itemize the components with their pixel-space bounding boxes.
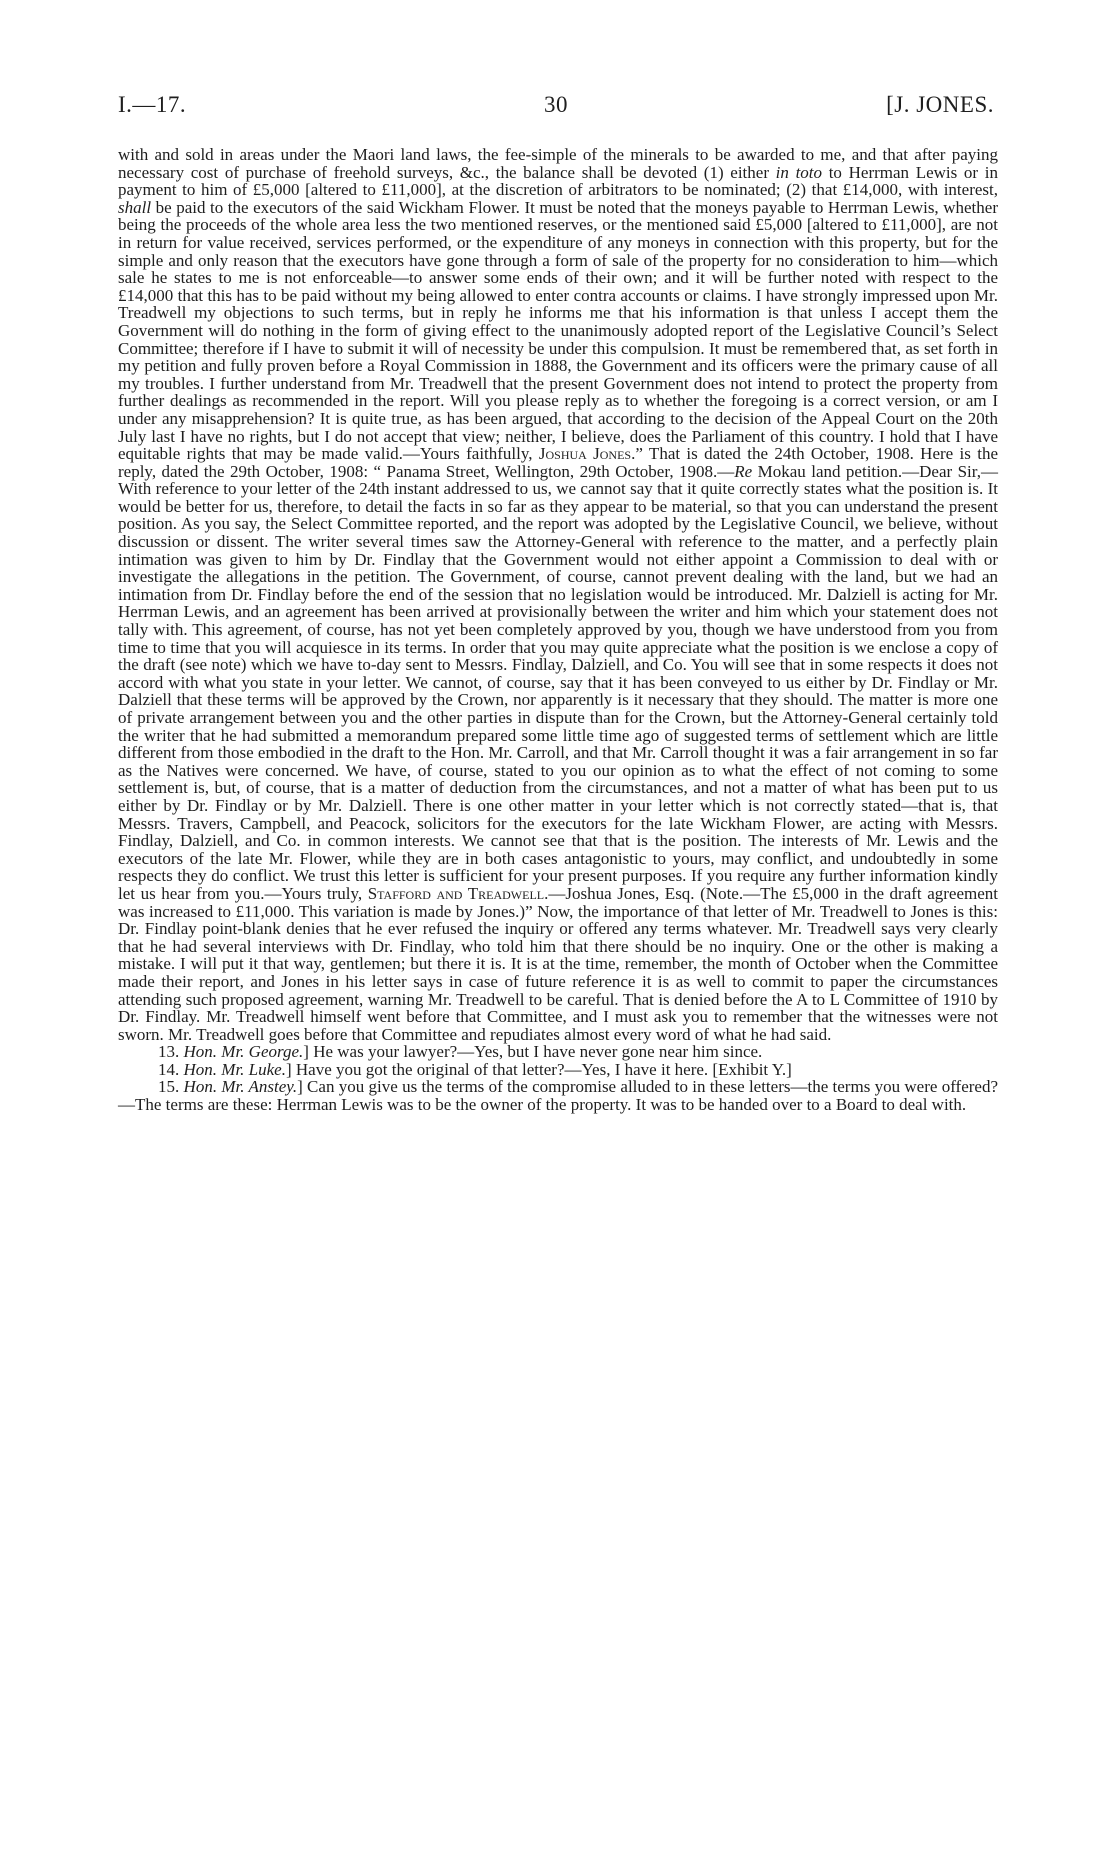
document-body <box>118 146 998 1114</box>
parliamentary-paper-number: I.—17. <box>118 92 187 117</box>
paragraph-main: with and sold in areas under the Maori land laws, the fee-simple of the minerals to be awarded to me, and that after paying necessary cost of purchase of freehold surveys, &c., the balance shall be devoted (1) either in toto to Herrman Lewis or in payment to him of £5,000 [altered to £11,000], at the discretion of arbitrators to be nominated; (2) that £14,000, with interest, shall be paid to the executors of the said Wickham Flower. It must be noted that the moneys payable to Herrman Lewis, whether being the proceeds of the whole area less the two mentioned reserves, or the mentioned said £5,000 [altered to £11,000], are not in return for value received, services performed, or the expenditure of any moneys in connection with this property, but for the simple and only reason that the executors have gone through a form of sale of the property for no consideration to him—which sale he states to me is not enforceable—to answer some ends of their own; and it will be further noted with respect to the £14,000 that this has to be paid without my being allowed to enter contra accounts or claims. I have strongly impressed upon Mr. Treadwell my objections to such terms, but in reply he informs me that his information is that unless I accept them the Government will do nothing in the form of giving effect to the unanimously adopted report of the Legislative Council’s Select Committee; therefore if I have to submit it will of necessity be under this compulsion. It must be remembered that, as set forth in my petition and fully proven before a Royal Commission in 1888, the Government and its officers were the primary cause of all my troubles. I further understand from Mr. Treadwell that the present Government does not intend to protect the property from further dealings as recommended in the report. Will you please reply as to whether the foregoing is a correct version, or am I under any misapprehension? It is quite true, as has been argued, that according to the decision of the Appeal Court on the 20th July last I have no rights, but I do not accept that view; neither, I believe, does the Parliament of this country. I hold that I have equitable rights that may be made valid.—Yours faithfully, Joshua Jones.” That is dated the 24th October, 1908. Here is the reply, dated the 29th October, 1908: “ Panama Street, Wellington, 29th October, 1908.—Re Mokau land petition.—Dear Sir,—With reference to your letter of the 24th instant addressed to us, we cannot say that it quite correctly states what the position is. It would be better for us, therefore, to detail the facts in so far as they appear to be material, so that you can understand the present position. As you say, the Select Committee reported, and the report was adopted by the Legislative Council, we believe, without discussion or dissent. The writer several times saw the Attorney-General with reference to the matter, and a perfectly plain intimation was given to him by Dr. Findlay that the Government would not either appoint a Commission to deal with or investigate the allegations in the petition. The Government, of course, cannot prevent dealing with the land, but we had an intimation from Dr. Findlay before the end of the session that no legislation would be introduced. Mr. Dalziell is acting for Mr. Herrman Lewis, and an agreement has been arrived at provisionally between the writer and him which your statement does not tally with. This agreement, of course, has not yet been completely approved by you, though we have understood from you from time to time that you will acquiesce in its terms. In order that you may quite appreciate what the position is we enclose a copy of the draft (see note) which we have to-day sent to Messrs. Findlay, Dalziell, and Co. You will see that in some respects it does not accord with what you state in your letter. We cannot, of course, say that it has been conveyed to us either by Dr. Findlay or Mr. Dalziell that these terms will be approved by the Crown, nor apparently is it necessary that they should. The matter is more one of private arrangement between you and the other parties in dispute than for the Crown, but the Attorney-General certainly told the writer that he had submitted a memorandum prepared some little time ago of suggested terms of settlement which are little different from those embodied in the draft to the Hon. Mr. Carroll, and that Mr. Carroll thought it was a fair arrangement in so far as the Natives were concerned. We have, of course, stated to you our opinion as to what the effect of not coming to some settlement is, but, of course, that is a matter of deduction from the circumstances, and not a matter of what has been put to us either by Dr. Findlay or by Mr. Dalziell. There is one other matter in your letter which is not correctly stated—that is, that Messrs. Travers, Campbell, and Peacock, solicitors for the executors for the late Wickham Flower, are acting with Messrs. Findlay, Dalziell, and Co. in common interests. We cannot see that that is the position. The interests of Mr. Lewis and the executors of the late Mr. Flower, while they are in both cases antagonistic to yours, may conflict, and undoubtedly in some respects they do conflict. We trust this letter is sufficient for your present purposes. If you require any further information kindly let us hear from you.—Yours truly, Stafford and Treadwell.—Joshua Jones, Esq. (Note.—The £5,000 in the draft agreement was increased to £11,000. This variation is made by Jones.)” Now, the importance of that letter of Mr. Treadwell to Jones is this: Dr. Findlay point-blank denies that he ever refused the inquiry or offered any terms whatever. Mr. Treadwell says very clearly that he had several interviews with Dr. Findlay, who told him that there should be no inquiry. One or the other is making a mistake. I will put it that way, gentlemen; but there it is. It is at the time, remember, the month of October when the Committee made their report, and Jones in his letter says in case of future reference it is as well to commit to paper the circumstances attending such proposed agreement, warning Mr. Treadwell to be careful. That is denied before the A to L Committee of 1910 by Dr. Findlay. Mr. Treadwell himself went before that Committee, and I must ask you to remember that the witnesses were not sworn. Mr. Treadwell goes before that Committee and repudiates almost every word of what he had said. <box>118 145 999 1044</box>
witness-name: [J. JONES. <box>886 92 994 117</box>
page-number: 30 <box>544 92 568 117</box>
page-header <box>118 92 994 126</box>
question-15: 15. Hon. Mr. Anstey.] Can you give us the terms of the compromise alluded to in these letters—the terms you were offered?—The terms are these: Herrman Lewis was to be the owner of the property. It was to be handed over to a Board to deal with. <box>118 1077 999 1115</box>
question-13: 13. Hon. Mr. George.] He was your lawyer?—Yes, but I have never gone near him since. <box>158 1042 763 1062</box>
question-14: 14. Hon. Mr. Luke.] Have you got the original of that letter?—Yes, I have it here. [Exhibit Y.] <box>158 1059 792 1079</box>
